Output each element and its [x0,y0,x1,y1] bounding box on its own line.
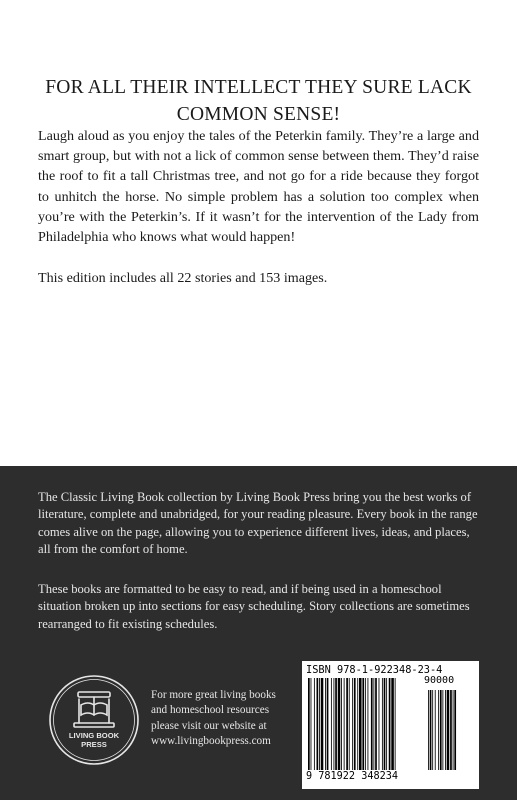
headline [40,74,477,128]
isbn-barcode [302,661,479,789]
isbn-label: ISBN 978-1-922348-23-4 [306,664,443,676]
promo-line-2: and homeschool resources [151,704,270,717]
edition-note: This edition includes all 22 stories and 153 images. [38,270,328,286]
book-blurb: Laugh aloud as you enjoy the tales of the Peterkin family. They’re a large and smart group, but with not a lick of common sense between them. They’d raise the roof to fit a tall Christmas tree, and not go for a ride because they forgot to unhitch the horse. No simple problem has a solution too complex when you’re with the Peterkin’s. If it wasn’t for the intervention of the Lady from Philadelphia who knows what would happen! [38,128,479,246]
promo-line-3: please visit our website at [151,719,267,732]
barcode-bars [306,678,476,772]
headline-line-2: COMMON SENSE! [176,104,341,125]
promo-line-1: For more great living books [151,689,276,701]
collection-panel [0,466,517,800]
website-promo [151,688,291,749]
logo-text-line-2: PRESS [81,740,107,749]
ean-digits: 9 781922 348234 [306,771,399,782]
formatting-description: These books are formatted to be easy to read, and if being used in a homeschool situation broken up into sections for easy scheduling. Story collections are sometimes rearranged to fit existing schedules. [38,582,470,631]
logo-text-line-1: LIVING BOOK [68,731,120,740]
book-press-icon [74,692,114,727]
living-book-press-logo [48,674,140,766]
website-url: www.livingbookpress.com [151,734,271,747]
headline-line-1: FOR ALL THEIR INTELLECT THEY SURE LACK [45,77,472,98]
collection-description: The Classic Living Book collection by Living Book Press bring you the best works of literature, complete and unabridged, for your reading pleasure. Every book in the range comes alive on the page, allowing you to experience different lives, ideas, and places, all from the comfort of home. [38,490,478,557]
price-addon-digits: 90000 [424,675,455,686]
